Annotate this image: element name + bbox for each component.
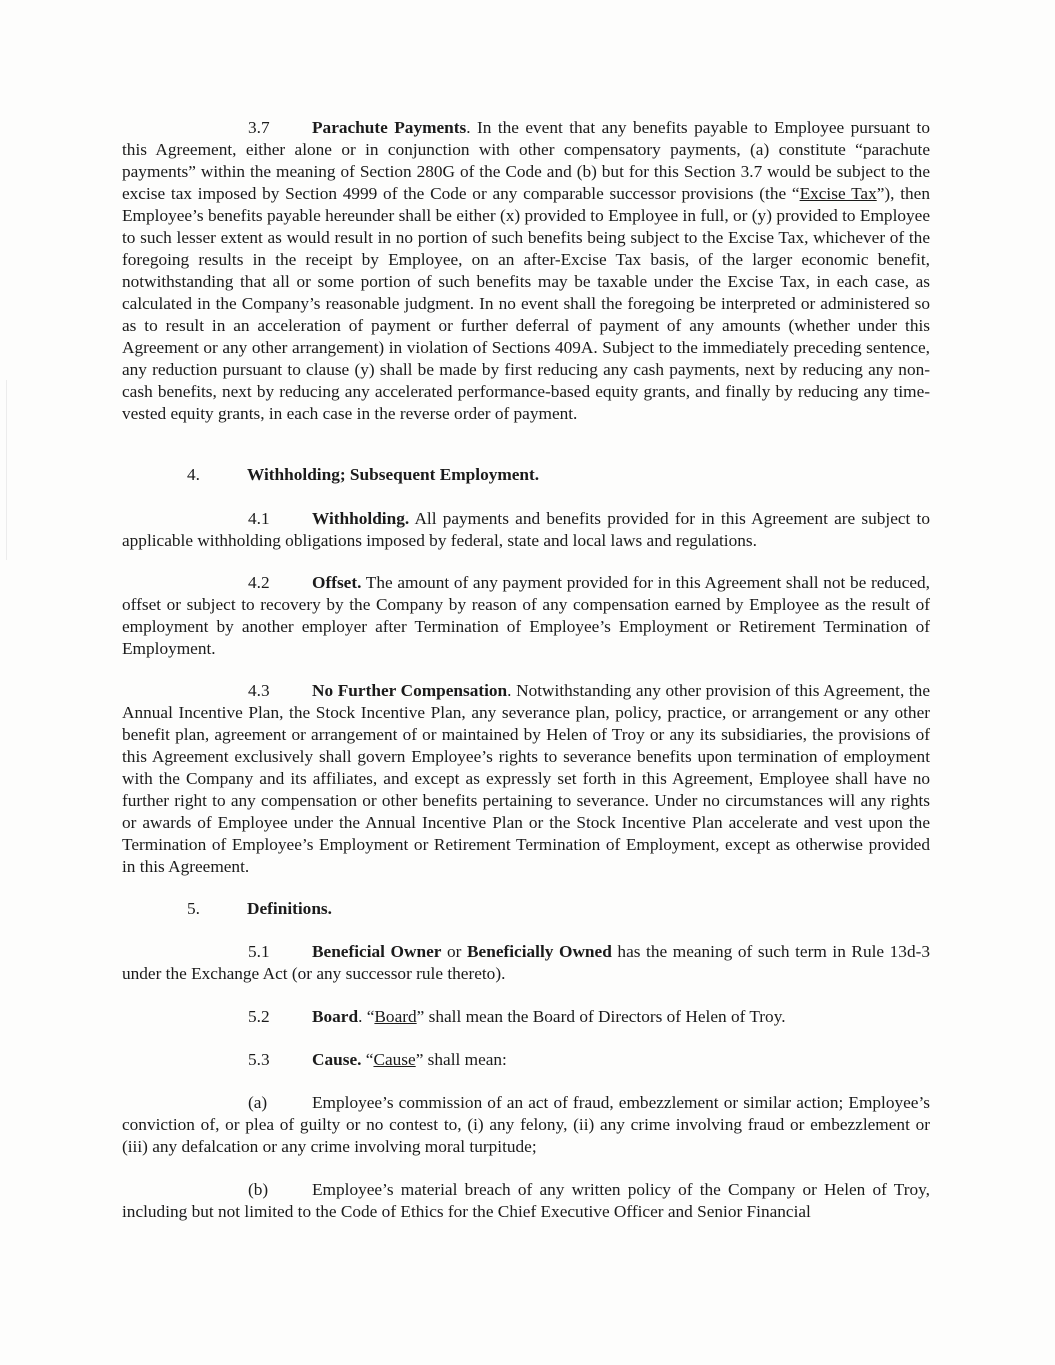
section-title: Board: [312, 1007, 359, 1026]
section-number: 5.3: [248, 1050, 270, 1069]
section-title: Definitions.: [247, 899, 332, 918]
section-4-1: 4.1 Withholding. All payments and benefits provided for in this Agreement are subject to applicable withholding obligations imposed by federal, state and local laws and regulations.: [122, 509, 930, 550]
section-number: 5.1: [248, 942, 270, 961]
section-number: 4.2: [248, 573, 270, 592]
section-number: 5.2: [248, 1007, 270, 1026]
clause-label: (a): [248, 1093, 268, 1112]
section-number: 4.: [187, 465, 200, 484]
section-4-2: 4.2 Offset. The amount of any payment provided for in this Agreement shall not be reduced, offset or subject to recovery by the Company by reason of any compensation earned by Employee as the result of employment by another employer after Termination of Employee’s Employment or Retirement Termination of Employment.: [122, 573, 930, 658]
section-5-heading: [187, 898, 332, 920]
section-title: Parachute Payments: [312, 118, 467, 137]
clause-label: (b): [248, 1180, 269, 1199]
section-title: Withholding.: [312, 509, 410, 528]
section-number: 3.7: [248, 118, 270, 137]
section-number: 5.: [187, 899, 200, 918]
scan-edge: [6, 380, 7, 560]
section-title: No Further Compensation: [312, 681, 508, 700]
section-5-2: 5.2 Board. “Board” shall mean the Board of Directors of Helen of Troy.: [248, 1007, 786, 1026]
section-3-7: 3.7 Parachute Payments. In the event that any benefits payable to Employee pursuant to this Agreement, either alone or in conjunction with other compensatory payments, (a) constitute “parachute payments” within the meaning of Section 280G of the Code and (b) but for this Section 3.7 would be subject to the excise tax imposed by Section 4999 of the Code or any comparable successor provisions (the “Excise Tax”), then Employee’s benefits payable hereunder shall be either (x) provided to Employee in full, or (y) provided to Employee to such lesser extent as would result in no portion of such benefits being subject to the Excise Tax, whichever of the foregoing results in the receipt by Employee, on an after-Excise Tax basis, of the larger economic benefit, notwithstanding that all or some portion of such benefits may be taxable under the Excise Tax, in each case, as calculated in the Company’s reasonable judgment. In no event shall the foregoing be interpreted or administered so as to result in an acceleration of payment or further deferral of payment of any amounts (whether under this Agreement or any other arrangement) in violation of Sections 409A. Subject to the immediately preceding sentence, any reduction pursuant to clause (y) shall be made by first reducing any cash payments, next by reducing any non-cash benefits, next by reducing any accelerated performance-based equity grants, and finally by reducing any time-vested equity grants, in each case in the reverse order of payment.: [122, 118, 930, 423]
section-number: 4.3: [248, 681, 270, 700]
section-5-1: 5.1 Beneficial Owner or Beneficially Owned has the meaning of such term in Rule 13d-3 under the Exchange Act (or any successor rule thereto).: [122, 942, 930, 983]
defined-term: Board: [374, 1007, 417, 1026]
section-title: Withholding; Subsequent Employment.: [247, 465, 540, 484]
section-5-3: 5.3 Cause. “Cause” shall mean:: [248, 1050, 507, 1069]
section-4-3: 4.3 No Further Compensation. Notwithstanding any other provision of this Agreement, the Annual Incentive Plan, the Stock Incentive Plan, any severance plan, policy, practice, or arrangement or any other benefit plan, agreement or arrangement of or maintained by Helen of Troy or any its subsidiaries, the provisions of this Agreement exclusively shall govern Employee’s rights to severance benefits upon termination of employment with the Company and its affiliates, and except as expressly set forth in this Agreement, Employee shall have no further right to any compensation or other benefits pertaining to severance. Under no circumstances will any rights or awards of Employee under the Annual Incentive Plan or the Stock Incentive Plan accelerate and vest upon the Termination of Employee’s Employment or Retirement Termination of Employment, except as otherwise provided in this Agreement.: [122, 681, 930, 876]
section-number: 4.1: [248, 509, 270, 528]
defined-term: Beneficial Owner: [312, 942, 442, 961]
defined-term: Beneficially Owned: [467, 942, 612, 961]
defined-term: Cause: [373, 1050, 416, 1069]
section-title: Offset.: [312, 573, 362, 592]
section-4-heading: [187, 464, 539, 486]
clause-a: (a) Employee’s commission of an act of fraud, embezzlement or similar action; Employee’s conviction of, or plea of guilty or no contest to, (i) any felony, (ii) any crime involving fraud or embezzlement or (iii) any defalcation or any crime involving moral turpitude;: [122, 1093, 930, 1156]
defined-term: Excise Tax: [799, 184, 877, 203]
section-title: Cause.: [312, 1050, 362, 1069]
clause-b: (b) Employee’s material breach of any written policy of the Company or Helen of Troy, including but not limited to the Code of Ethics for the Chief Executive Officer and Senior Financial: [122, 1180, 930, 1221]
